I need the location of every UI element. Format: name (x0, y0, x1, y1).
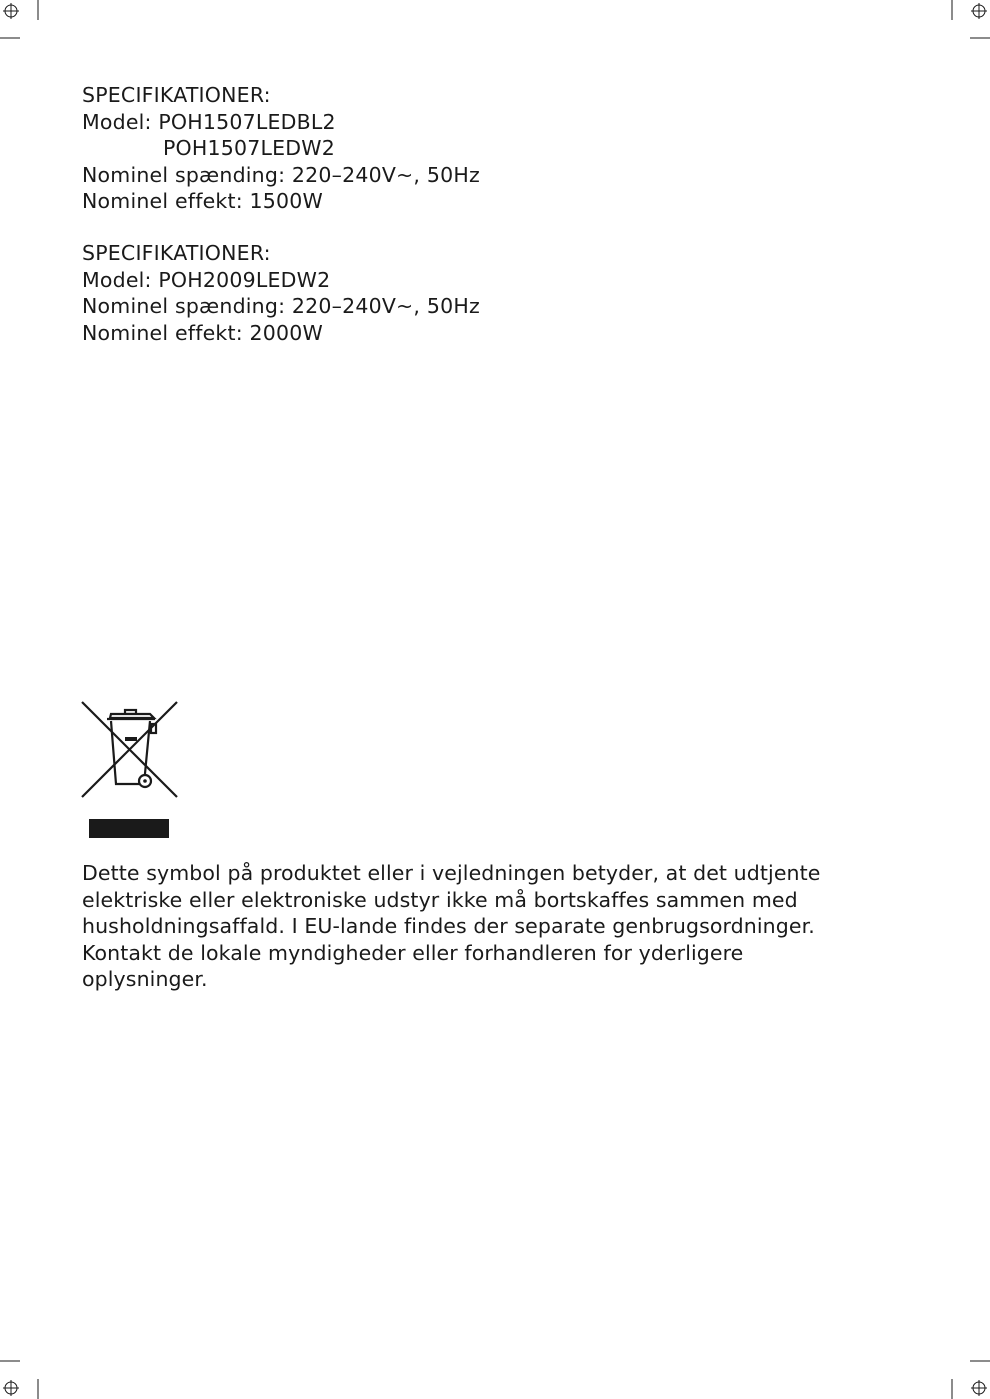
crop-mark-top-left (0, 0, 50, 45)
spec-heading: SPECIFIKATIONER: (82, 83, 271, 107)
spec-block-1500w (82, 82, 480, 215)
spec-voltage: Nominel spænding: 220–240V~, 50Hz (82, 162, 480, 187)
crop-mark-bottom-right (940, 1354, 990, 1399)
spec-model: Model: POH1507LEDBL2 (82, 109, 336, 134)
spec-power: Nominel effekt: 2000W (82, 320, 323, 345)
spec-voltage: Nominel spænding: 220–240V~, 50Hz (82, 294, 480, 318)
disposal-notice: Dette symbol på produktet eller i vejledningen betyder, at det udtjente elektriske eller elektroniske udstyr ikke må bortskaffes sammen med husholdningsaffald. I EU-lande findes der separate genbrugsordninger. Kontakt de lokale myndigheder eller forhandleren for yderligere oplysninger. (82, 861, 821, 991)
spec-model: Model: POH2009LEDW2 (82, 267, 331, 292)
spec-power: Nominel effekt: 1500W (82, 189, 323, 213)
weee-solid-bar (89, 819, 169, 838)
crop-mark-bottom-left (0, 1354, 50, 1399)
spec-block-2000w (82, 240, 480, 346)
spec-model-alt: POH1507LEDW2 (163, 136, 335, 160)
crop-mark-top-right (940, 0, 990, 45)
crossed-out-wheelie-bin-icon (80, 700, 180, 800)
spec-heading: SPECIFIKATIONER: (82, 241, 271, 265)
